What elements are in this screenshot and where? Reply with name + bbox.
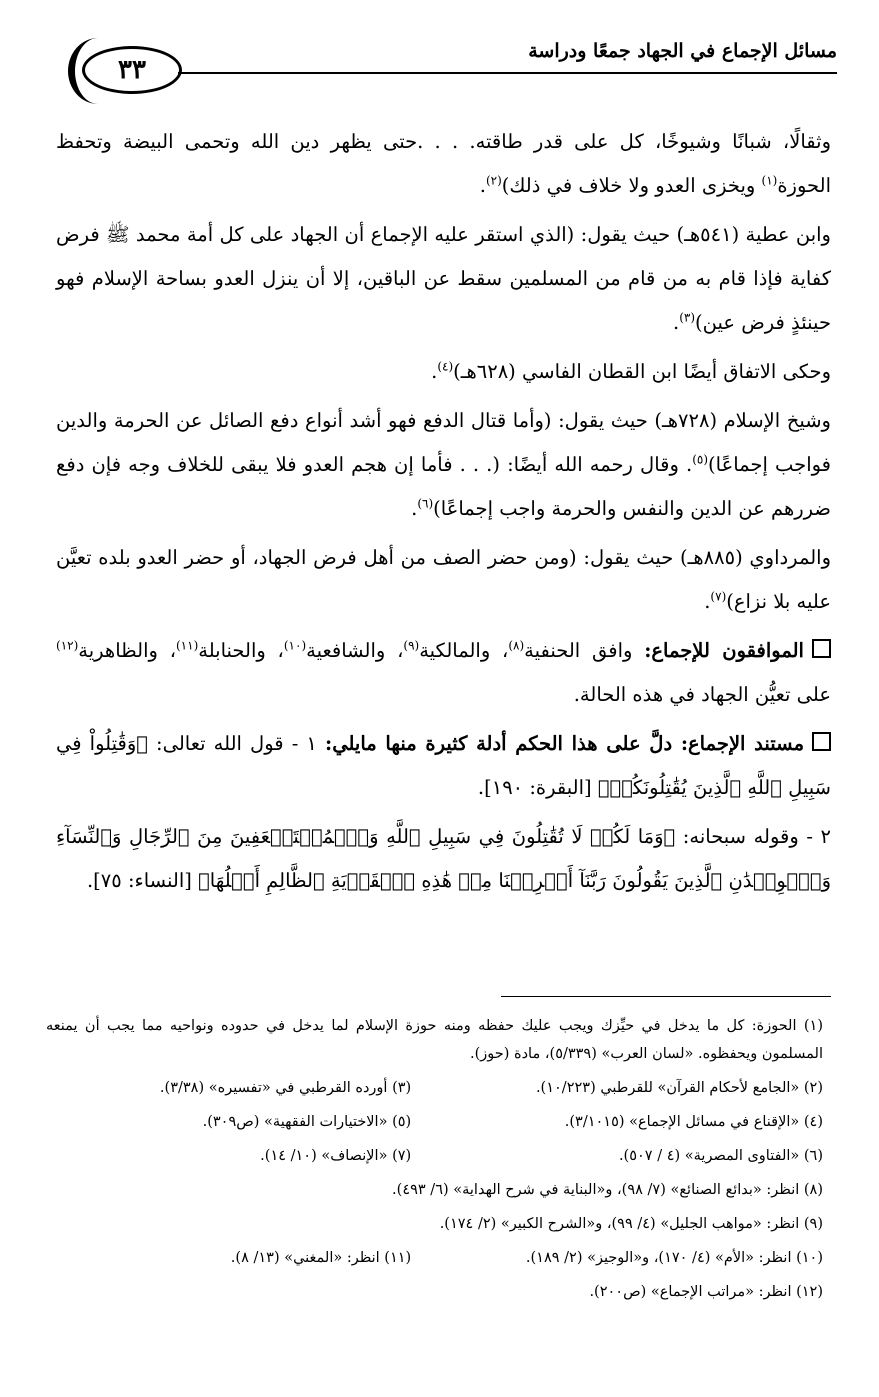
paragraph-text: وافق الحنفية (524, 639, 645, 662)
header-rule (178, 72, 837, 74)
paragraph-text: . (431, 360, 438, 383)
footnote-ref: (١٢) (56, 638, 79, 653)
footnote-ref: (٣) (679, 310, 696, 325)
footnote-row (46, 1278, 823, 1306)
paragraph-5 (56, 536, 831, 624)
paragraph-text: والمرداوي (٨٨٥هـ) حيث يقول: (ومن حضر الصف من أهل فرض الجهاد، أو حضر العدو بلده تعيَّن عليه بلا نزاع) (56, 546, 831, 613)
footnote-ref: (٥) (692, 452, 709, 467)
paragraph-text: وحكى الاتفاق أيضًا ابن القطان الفاسي (٦٢٨هـ) (453, 360, 831, 383)
running-title: مسائل الإجماع في الجهاد جمعًا ودراسة (528, 40, 837, 62)
footnote-ref: (٤) (437, 359, 454, 374)
paragraph-text: على تعيُّن الجهاد في هذه الحالة. (573, 683, 831, 706)
paragraph-text: ٢ - وقوله سبحانه: ﴿وَمَا لَكُمۡ لَا تُقَٰتِلُونَ فِي سَبِيلِ ٱللَّهِ وَٱلۡمُسۡتَضۡعَفِينَ مِنَ ٱلرِّجَالِ وَٱلنِّسَآءِ وَٱلۡوِلۡدَٰنِ ٱلَّذِينَ يَقُولُونَ رَبَّنَآ أَخۡرِجۡنَا مِنۡ هَٰذِهِ ٱلۡقَرۡيَةِ ٱلظَّالِمِ أَهۡلُهَا﴾ [النساء: ٧٥]. (56, 825, 831, 892)
footnote-ref: (٧) (710, 589, 727, 604)
footnote-11: (١١) انظر: «المغني» (١٣/ ٨). (230, 1250, 412, 1266)
footnote-ref: (٩) (403, 638, 420, 653)
footnote-separator (501, 996, 831, 997)
footnote-ref: (٢) (485, 173, 502, 188)
page-header (58, 28, 837, 108)
paragraph-text: ، والظاهرية (78, 639, 176, 662)
footnote-row (46, 1142, 823, 1170)
page-number: ٣٣ (82, 46, 182, 94)
paragraph-text: . (673, 311, 680, 334)
paragraph-text: ، والحنابلة (198, 639, 284, 662)
footnote-row (46, 1210, 823, 1238)
paragraph-text: . (704, 590, 711, 613)
footnote-5: (٥) «الاختيارات الفقهية» (ص٣٠٩). (202, 1114, 412, 1130)
section-lead: مستند الإجماع: دلَّ على هذا الحكم أدلة كثيرة منها مايلي: (325, 732, 805, 755)
main-text (56, 120, 831, 908)
footnote-6: (٦) «الفتاوى المصرية» (٤ / ٥٠٧). (618, 1148, 823, 1164)
section-lead: الموافقون للإجماع: (644, 639, 804, 662)
footnote-9: (٩) انظر: «مواهب الجليل» (٤/ ٩٩)، و«الشرح الكبير» (٢/ ١٧٤). (439, 1216, 823, 1232)
footnotes (46, 1012, 823, 1312)
paragraph-text: ١ - قول الله تعالى: ﴿وَقَٰتِلُواْ فِي سَبِيلِ ٱللَّهِ ٱلَّذِينَ يُقَٰتِلُونَكُمۡ﴾ [البقرة: ١٩٠]. (56, 732, 831, 799)
footnote-row (46, 1176, 823, 1204)
footnote-ref: (٦) (417, 496, 434, 511)
paragraph-3 (56, 350, 831, 394)
paragraph-text: ويخزى العدو ولا خلاف في ذلك) (501, 174, 762, 197)
paragraph-4 (56, 399, 831, 531)
footnote-row (46, 1244, 823, 1272)
footnote-row (46, 1108, 823, 1136)
paragraph-consensus-basis (56, 722, 831, 810)
footnote-ref: (١١) (175, 638, 199, 653)
footnote-8: (٨) انظر: «بدائع الصنائع» (٧/ ٩٨)، و«البناية في شرح الهداية» (٦/ ٤٩٣). (392, 1182, 823, 1198)
paragraph-consensus-supporters (56, 629, 831, 717)
paragraph-2 (56, 213, 831, 345)
paragraph-text: . (411, 497, 418, 520)
footnote-ref: (٨) (508, 638, 525, 653)
footnote-4: (٤) «الإقناع في مسائل الإجماع» (٣/١٠١٥). (564, 1114, 823, 1130)
footnote-10: (١٠) انظر: «الأم» (٤/ ١٧٠)، و«الوجيز» (٢/ ١٨٩). (525, 1250, 823, 1266)
paragraph-text: وشيخ الإسلام (٧٢٨هـ) حيث يقول: (وأما قتال الدفع فهو أشد أنواع دفع الصائل عن الحرمة والدين فواجب إجماعًا) (56, 409, 832, 476)
paragraph-text: . (479, 174, 486, 197)
paragraph-text: ، والشافعية (306, 639, 404, 662)
footnote-2: (٢) «الجامع لأحكام القرآن» للقرطبي (١٠/٢٢٣). (535, 1080, 823, 1096)
paragraph-text: وابن عطية (٥٤١هـ) حيث يقول: (الذي استقر عليه الإجماع أن الجهاد على كل أمة محمد ﷺ فرض كفاية فإذا قام به من قام من المسلمين سقط عن الباقين، إلا أن ينزل العدو بساحة الإسلام فهو حينئذٍ فرض عين) (56, 223, 831, 334)
footnote-ref: (١) (761, 173, 778, 188)
paragraph-text: وثقالًا، شبانًا وشيوخًا، كل على قدر طاقته. . . .حتى يظهر دين الله وتحمى البيضة وتحفظ الحوزة (56, 130, 831, 197)
paragraph-1 (56, 120, 831, 208)
paragraph-text: . وقال رحمه الله أيضًا: (. . . فأما إن هجم العدو فلا يبقى للخلاف وجه فإن دفع ضررهم عن الدين والنفس والحرمة واجب إجماعًا) (56, 453, 831, 520)
footnote-12: (١٢) انظر: «مراتب الإجماع» (ص٢٠٠). (589, 1284, 823, 1300)
paragraph-8 (56, 815, 831, 903)
footnote-1: (١) الحوزة: كل ما يدخل في حيِّزك ويجب عليك حفظه ومنه حوزة الإسلام لما يدخل في حدوده ونواحيه مما يجب أن يمنعه المسلمون ويحفظوه. «لسان العرب» (٥/٣٣٩)، مادة (حوز). (46, 1018, 823, 1062)
footnote-7: (٧) «الإنصاف» (١٠/ ١٤). (260, 1148, 412, 1164)
footnote-3: (٣) أورده القرطبي في «تفسيره» (٣/٣٨). (159, 1080, 412, 1096)
paragraph-text: ، والمالكية (419, 639, 509, 662)
footnote-row (46, 1074, 823, 1102)
footnote-ref: (١٠) (283, 638, 307, 653)
